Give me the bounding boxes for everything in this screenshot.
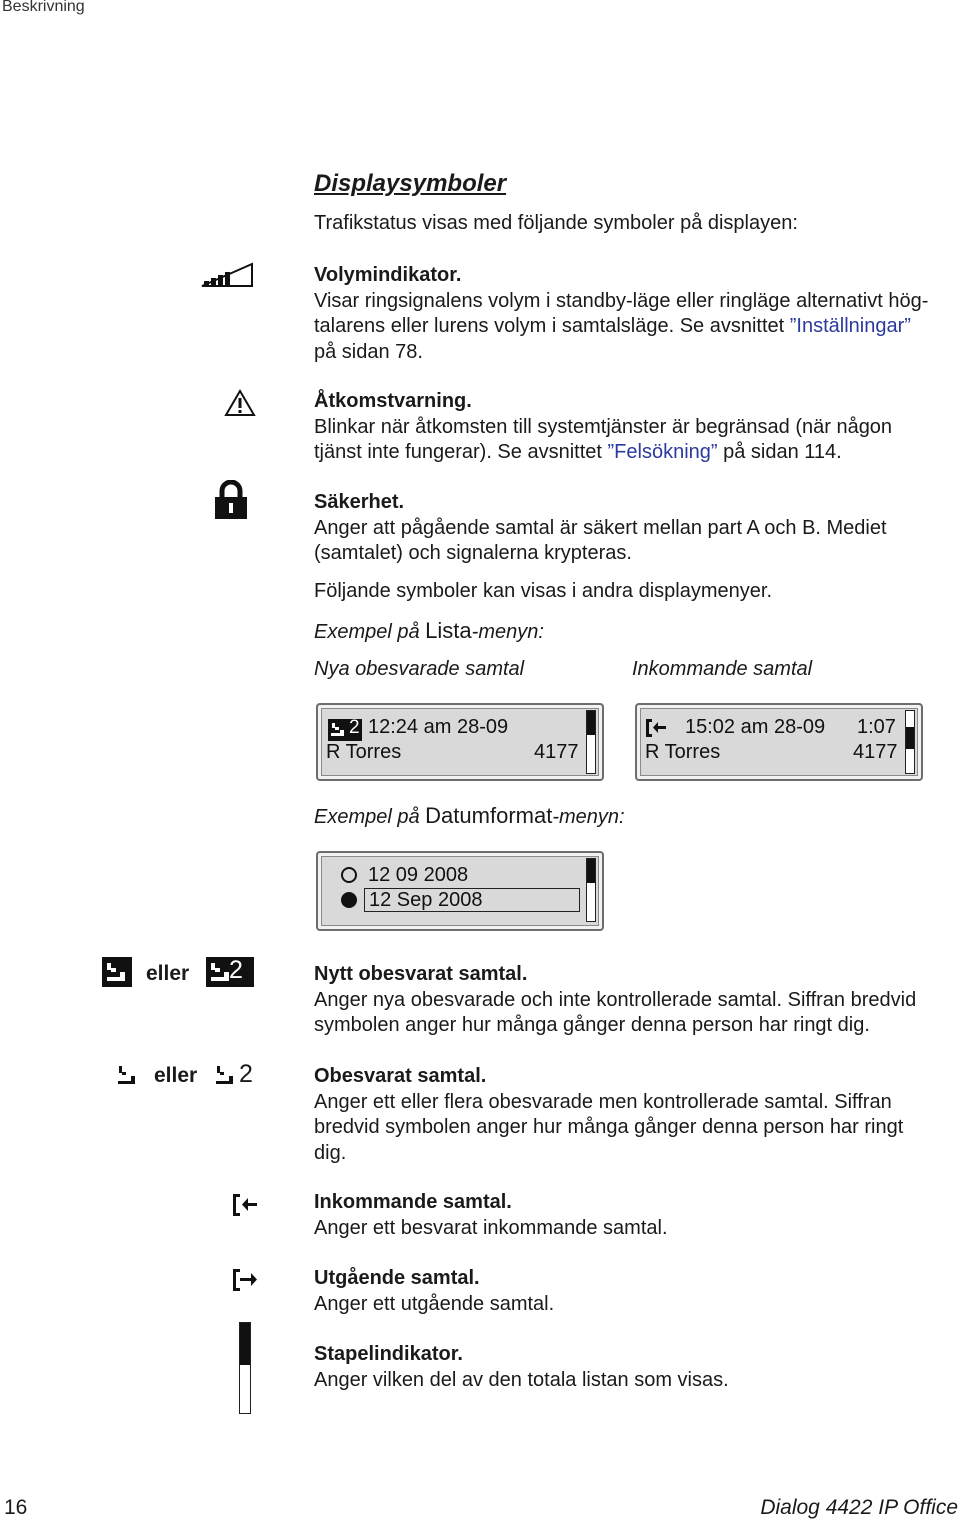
example-date-caption [314,803,960,831]
missed-description [314,1064,960,1166]
missed-call-icon [116,1064,140,1088]
incoming-title: Inkommande samtal. [314,1191,512,1213]
page-number: 16 [4,1496,28,1519]
warning-icon [224,389,256,417]
example-list-prefix: Exempel på [314,621,426,643]
radio-selected-icon [340,891,358,909]
lcd3-scrollbar [586,858,596,922]
outgoing-title: Utgående samtal. [314,1267,480,1289]
volume-description [314,263,960,365]
missed-title: Obesvarat samtal. [314,1065,487,1087]
or-label-1: eller [146,962,190,985]
lcd1-number: 4177 [534,741,579,763]
lcd-incoming-calls [635,703,923,781]
example-date-prefix: Exempel på [314,806,426,828]
lock-icon [212,480,250,520]
new-missed-description [314,962,960,1039]
date-option-2: 12 Sep 2008 [364,888,580,912]
or-label-2: eller [154,1064,198,1087]
volume-title: Volymindikator. [314,264,462,286]
missed-text-3: dig. [314,1141,347,1164]
intro-text: Trafikstatus visas med följande symboler på displayen: [314,212,798,234]
new-missed-call-icon [102,957,132,987]
security-description [314,490,960,567]
list-menu-name: Lista [425,618,472,643]
missed-badge: 2 [239,1060,253,1088]
lcd2-line1: 15:02 am 28-09 [685,716,826,738]
product-name: Dialog 4422 IP Office [760,1496,958,1519]
date-option-1: 12 09 2008 [368,864,469,886]
volume-text-3: på sidan 78. [314,340,423,363]
incoming-call-icon [232,1193,258,1217]
incoming-description [314,1190,960,1241]
security-title: Säkerhet. [314,491,405,513]
volume-icon [200,262,254,288]
incoming-text: Anger ett besvarat inkommande samtal. [314,1216,668,1239]
missed-text-1: Anger ett eller flera obesvarade men kontrollerade samtal. Siffran [314,1090,892,1113]
access-title: Åtkomstvarning. [314,390,472,412]
section-header: Beskrivning [2,0,85,15]
lcd1-name: R Torres [326,741,402,763]
security-text-2: (samtalet) och signalerna krypteras. [314,542,632,564]
lcd2-name: R Torres [645,741,721,763]
settings-link[interactable]: ”Inställningar” [789,315,911,337]
bar-text: Anger vilken del av den totala listan som visas. [314,1368,729,1391]
access-text-2b: på sidan 114. [717,441,842,463]
new-missed-text-2: symbolen anger hur många gånger denna person har ringt dig. [314,1014,870,1036]
new-missed-title: Nytt obesvarat samtal. [314,963,528,985]
label-incoming: Inkommande samtal [632,658,813,680]
example-date-suffix: -menyn: [552,806,625,828]
date-menu-name: Datumformat [425,803,553,828]
lcd1-badge: 2 [349,717,360,738]
lcd-date-format [316,851,604,931]
lcd1-line1: 12:24 am 28-09 [368,716,509,738]
bar-description [314,1342,960,1393]
access-description [314,389,960,466]
example-list-caption [314,618,960,646]
access-text-2: tjänst inte fungerar). Se avsnittet [314,441,608,463]
volume-text-1: Visar ringsignalens volym i standby-läge eller ringläge alternativt hög- [314,289,929,312]
incoming-call-icon [645,718,667,738]
volume-text-2: talarens eller lurens volym i samtalsläge. Se avsnittet [314,315,790,337]
security-text-1: Anger att pågående samtal är säkert mellan part A och B. Mediet [314,516,887,539]
lcd-missed-calls [316,703,604,781]
lcd2-duration: 1:07 [857,716,896,738]
radio-unselected-icon [340,866,358,884]
scroll-bar-icon [239,1322,251,1414]
outgoing-call-icon [232,1268,258,1292]
new-missed-badge: 2 [229,956,243,984]
lcd2-number: 4177 [853,741,898,763]
outgoing-description [314,1266,960,1317]
section-heading: Displaysymboler [314,170,507,197]
outgoing-text: Anger ett utgående samtal. [314,1292,555,1315]
other-symbols-text: Följande symboler kan visas i andra displaymenyer. [314,580,772,602]
new-missed-text-1: Anger nya obesvarade och inte kontrollerade samtal. Siffran bredvid [314,988,917,1011]
lcd1-scrollbar [586,710,596,774]
bar-title: Stapelindikator. [314,1343,463,1365]
troubleshooting-link[interactable]: ”Felsökning” [607,441,718,463]
label-new-missed: Nya obesvarade samtal [314,658,525,680]
missed-text-2: bredvid symbolen anger hur många gånger denna person har ringt [314,1116,904,1138]
lcd2-scrollbar [905,710,915,774]
example-list-suffix: -menyn: [471,621,544,643]
missed-call-count-icon [214,1064,238,1088]
access-text-1: Blinkar när åtkomsten till systemtjänster är begränsad (när någon [314,415,893,438]
